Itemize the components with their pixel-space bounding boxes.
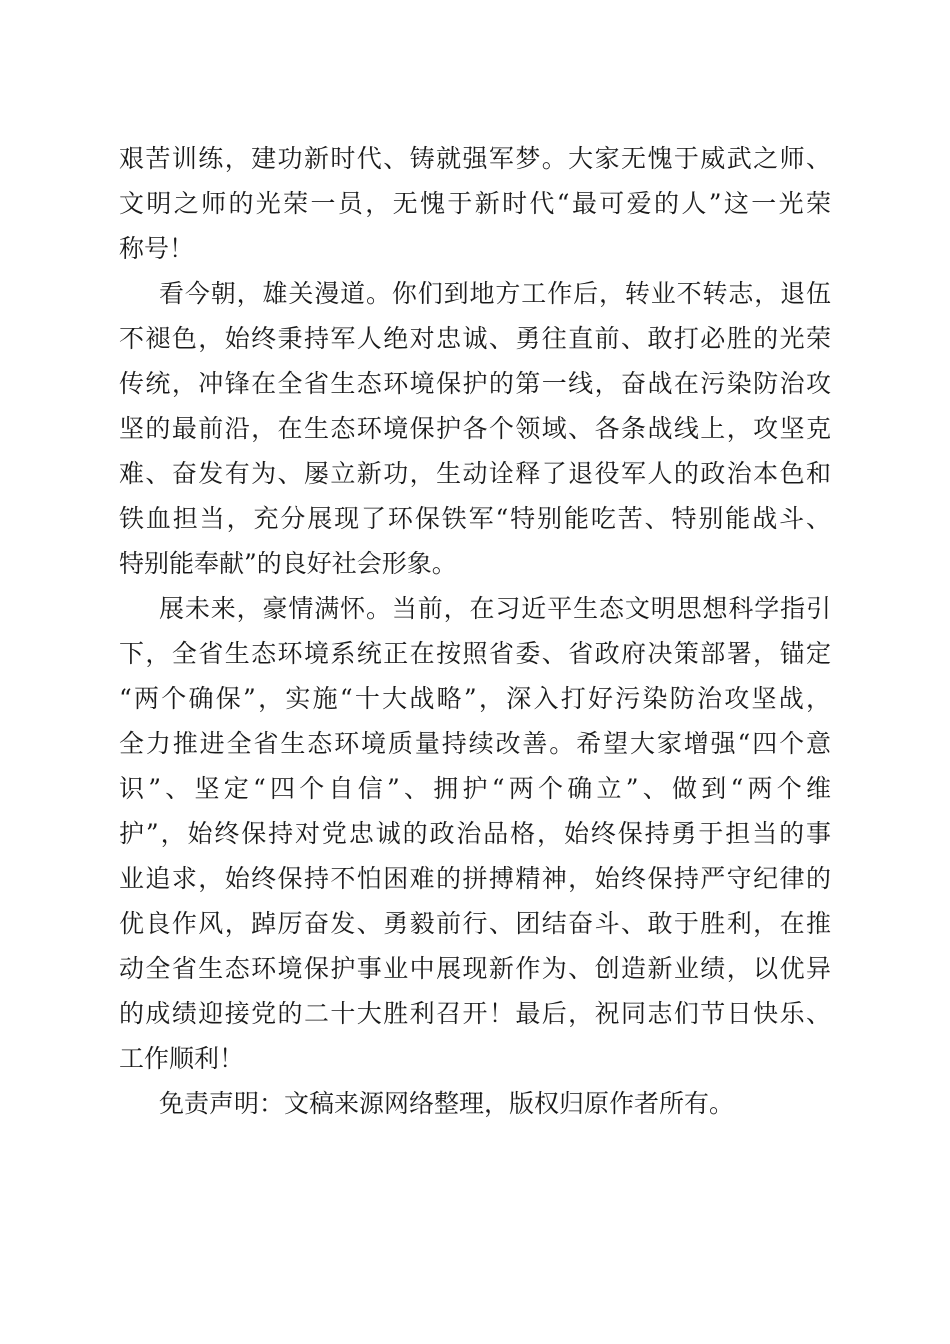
- paragraph-line: 不褪色，始终秉持军人绝对忠诚、勇往直前、敢打必胜的光荣: [119, 324, 831, 353]
- disclaimer: [119, 1081, 831, 1126]
- paragraph-line: 看今朝，雄关漫道。你们到地方工作后，转业不转志，退伍: [159, 279, 831, 308]
- paragraph-line: 坚的最前沿，在生态环境保护各个领域、各条战线上，攻坚克: [119, 414, 831, 443]
- paragraph-line: 特别能奉献”的良好社会形象。: [119, 549, 457, 578]
- paragraph-line: 工作顺利！: [119, 1044, 245, 1073]
- disclaimer-text: 免责声明：文稿来源网络整理，版权归原作者所有。: [159, 1089, 735, 1118]
- paragraph-line: 的成绩迎接党的二十大胜利召开！最后，祝同志们节日快乐、: [119, 999, 831, 1028]
- paragraph-line: 传统，冲锋在全省生态环境保护的第一线，奋战在污染防治攻: [119, 369, 831, 398]
- paragraph-line: “两个确保”，实施“十大战略”，深入打好污染防治攻坚战，: [119, 684, 831, 713]
- paragraph-line: 下，全省生态环境系统正在按照省委、省政府决策部署，锚定: [119, 639, 831, 668]
- paragraph-line: 称号！: [119, 234, 195, 263]
- paragraph-line: 文明之师的光荣一员，无愧于新时代“最可爱的人”这一光荣: [119, 189, 831, 218]
- paragraph-line: 全力推进全省生态环境质量持续改善。希望大家增强“四个意: [119, 729, 831, 758]
- paragraph-line: 识”、坚定“四个自信”、拥护“两个确立”、做到“两个维: [119, 774, 831, 803]
- paragraph-line: 铁血担当，充分展现了环保铁军“特别能吃苦、特别能战斗、: [119, 504, 831, 533]
- paragraph-line: 优良作风，踔厉奋发、勇毅前行、团结奋斗、敢于胜利，在推: [119, 909, 831, 938]
- paragraph-line: 难、奋发有为、屡立新功，生动诠释了退役军人的政治本色和: [119, 459, 831, 488]
- document-body: [119, 136, 831, 1126]
- paragraph-line: 展未来，豪情满怀。当前，在习近平生态文明思想科学指引: [159, 594, 831, 623]
- paragraph-3: [119, 586, 831, 1081]
- paragraph-1: [119, 136, 831, 271]
- paragraph-line: 护”，始终保持对党忠诚的政治品格，始终保持勇于担当的事: [119, 819, 831, 848]
- paragraph-2: [119, 271, 831, 586]
- paragraph-line: 业追求，始终保持不怕困难的拼搏精神，始终保持严守纪律的: [119, 864, 831, 893]
- paragraph-line: 动全省生态环境保护事业中展现新作为、创造新业绩，以优异: [119, 954, 831, 983]
- paragraph-line: 艰苦训练，建功新时代、铸就强军梦。大家无愧于威武之师、: [119, 144, 831, 173]
